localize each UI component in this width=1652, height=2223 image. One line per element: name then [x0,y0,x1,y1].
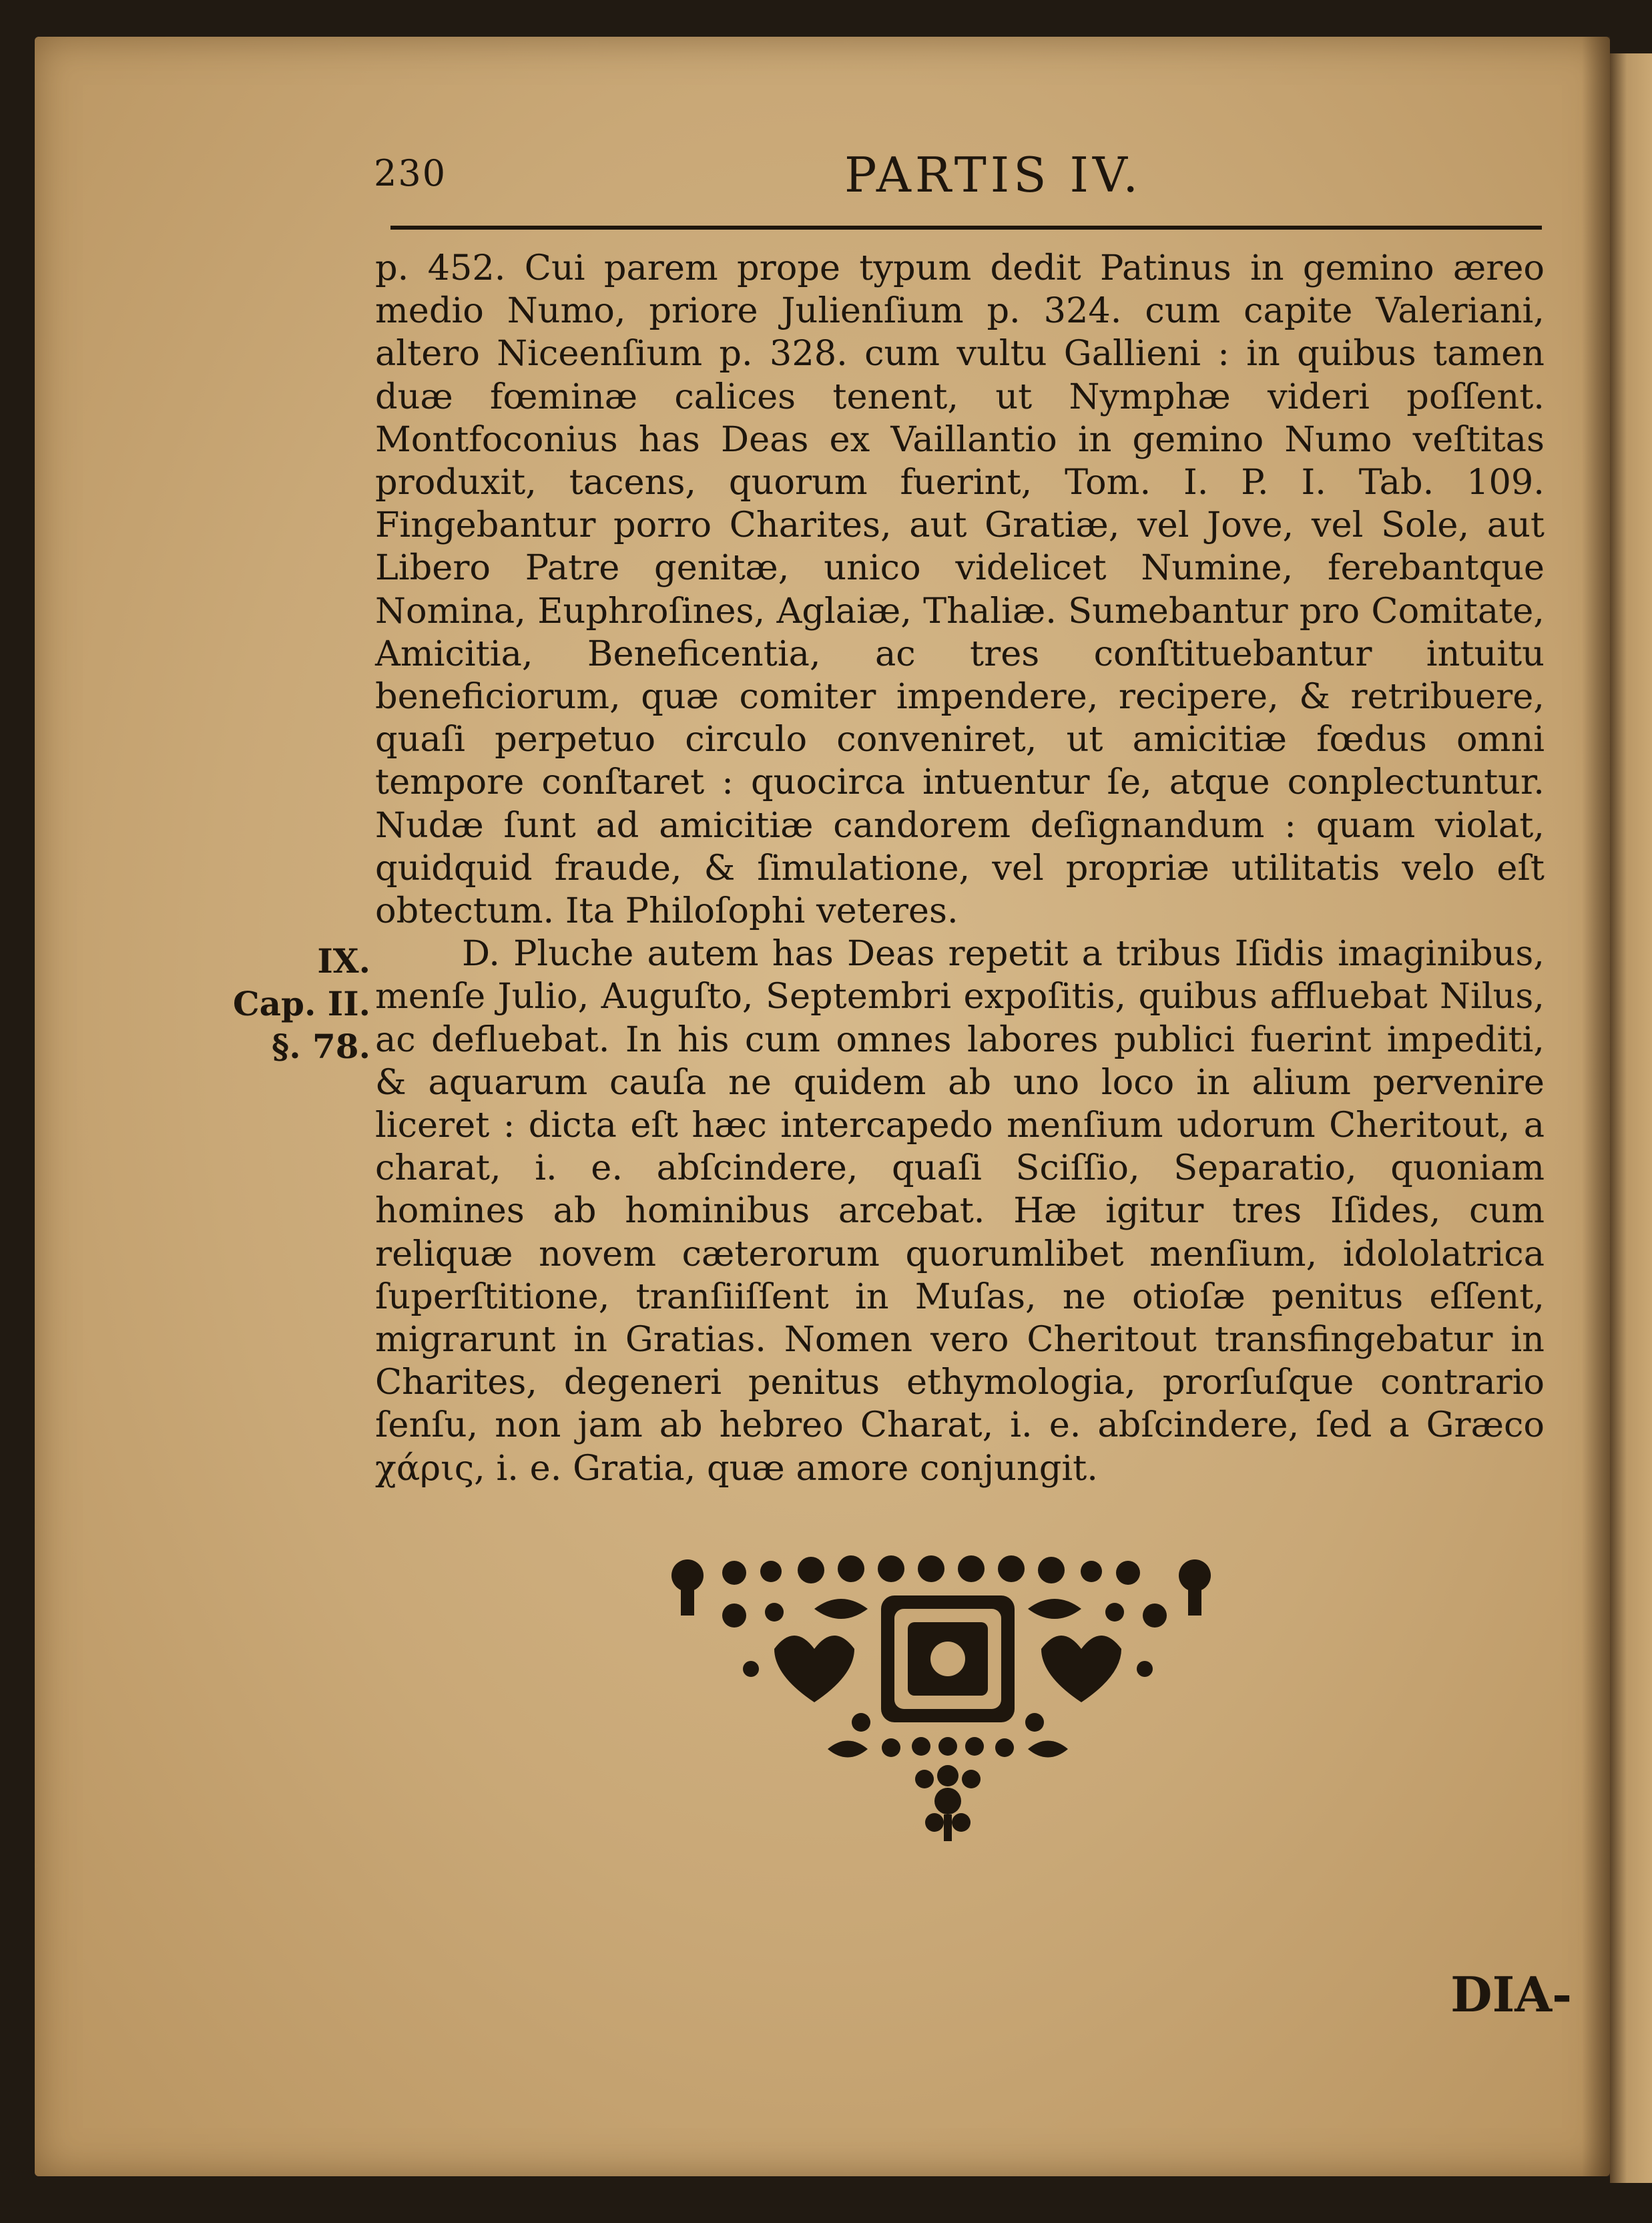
header-rule [390,226,1542,230]
page-number: 230 [374,152,447,194]
paragraph-continued: p. 452. Cui parem prope typum dedit Patinus in gemino æreo medio Numo, priore Julienſium p. 324. cum capite Valeriani, altero Niceenſium p. 328. cum vultu Gallieni : in quibus tamen duæ fœminæ calices tenent, ut Nymphæ videri poſſent. Montfoconius has Deas ex Vaillantio in gemino Numo veſtitas produxit, tacens, quorum fuerint, Tom. I. P. I. Tab. 109. Fingebantur porro Charites, aut Gratiæ, vel Jove, vel Sole, aut Libero Patre genitæ, unico videlicet Numine, ferebantque Nomina, Euphroſines, Aglaiæ, Thaliæ. Sumebantur pro Comitate, Amicitia, Beneficentia, ac tres conſtituebantur intuitu beneficiorum, quæ comiter impendere, recipere, & retribuere, quaſi perpetuo circulo conveniret, ut amicitiæ fœdus omni tempore conſtaret : quocirca intuentur ſe, atque conplectuntur. Nudæ ſunt ad amicitiæ candorem deſignandum : quam violat, quidquid fraude, & ſimulatione, vel propriæ utilitatis velo eſt obtectum. Ita Philoſophi veteres. [375,248,1545,932]
margin-note-number: IX. [317,941,370,981]
fleuron-heart-left [774,1636,854,1702]
running-head: PARTIS IV. [844,147,1143,203]
margin-note-section: §. 78. [272,1027,370,1066]
body-text [375,247,1545,1490]
fleuron-pendant [915,1765,981,1841]
marginal-note [227,940,370,1068]
gutter-shadow [1582,37,1610,2176]
fleuron-tailpiece-icon [661,1549,1235,1842]
fleuron-row-lower [828,1737,1068,1758]
fleuron-heart-right [1041,1636,1121,1702]
catchword-page-bottom: DIA- [1450,1966,1572,2023]
paragraph-pluche: D. Pluche autem has Deas repetit a tribus Iſidis imaginibus, menſe Julio, Auguſto, Septembri expoſitis, quibus affluebat Nilus, ac defluebat. In his cum omnes labores publici fuerint impediti, & aquarum cauſa ne quidem ab uno loco in alium pervenire liceret : dicta eſt hæc intercapedo menſium udorum Cheritout, a charat, i. e. abſcindere, quaſi Sciſſio, Separatio, quoniam homines ab hominibus arcebat. Hæ igitur tres Iſides, cum reliquæ novem cæterorum quorumlibet menſium, idololatrica ſuperſtitione, tranſiiſſent in Muſas, ne otioſæ penitus eſſent, migrarunt in Gratias. Nomen vero Cheritout transfingebatur in Charites, degeneri penitus ethymologia, prorſuſque contrario ſenſu, non jam ab hebreo Charat, i. e. abſcindere, ſed a Græco χάρις, i. e. Gratia, quæ amore conjungit. [375,933,1545,1489]
margin-note-chapter: Cap. II. [232,984,370,1023]
facing-page-edge [1610,53,1652,2183]
fleuron-center-block [881,1595,1015,1722]
